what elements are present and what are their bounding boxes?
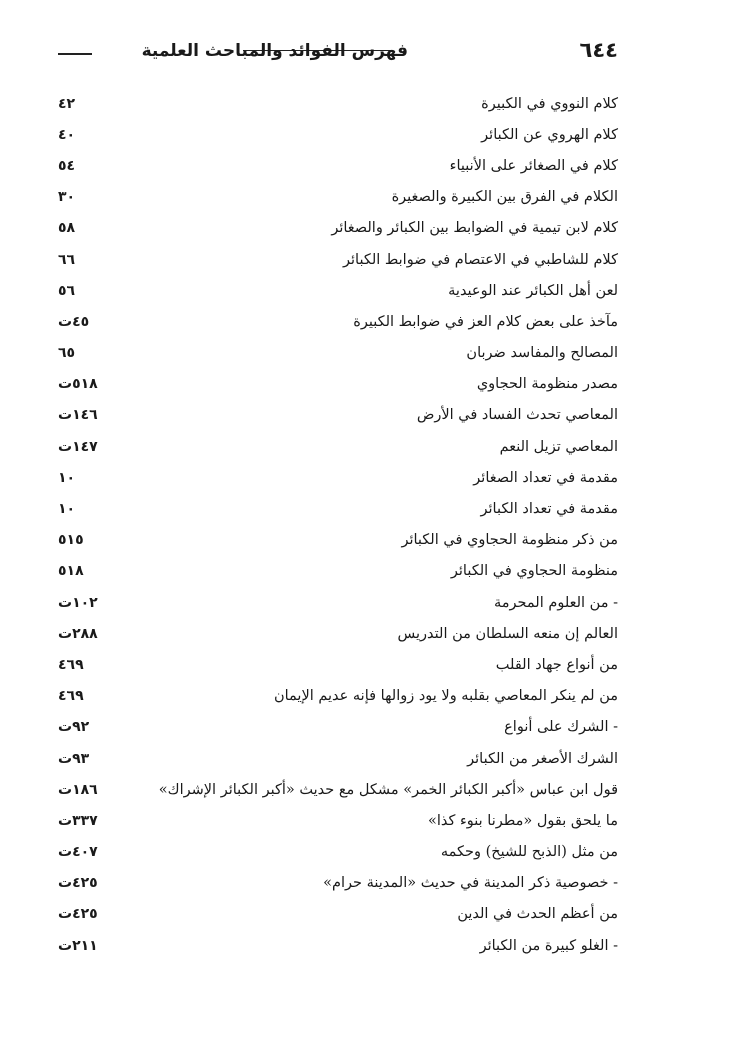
entry-text: كلام لابن تيمية في الضوابط بين الكبائر والصغائر	[331, 220, 618, 237]
index-entry	[58, 618, 618, 649]
entry-page-ref: ٤٠٧ت	[58, 844, 98, 861]
entry-text: الشرك الأصغر من الكبائر	[467, 750, 618, 767]
entry-page-ref: ٥٤	[58, 157, 76, 174]
entry-text: كلام للشاطبي في الاعتصام في ضوابط الكبائر	[342, 251, 618, 268]
entry-page-ref: ٤٦٩	[58, 688, 84, 705]
entry-text: مآخذ على بعض كلام العز في ضوابط الكبيرة	[353, 313, 618, 330]
entry-text: - من العلوم المحرمة	[494, 594, 618, 611]
index-entry	[58, 338, 618, 369]
entry-text: لعن أهل الكبائر عند الوعيدية	[448, 282, 618, 299]
entry-text: قول ابن عباس «أكبر الكبائر الخمر» مشكل مع حديث «أكبر الكبائر الإشراك»	[158, 781, 618, 798]
index-entry	[58, 213, 618, 244]
entry-text: المصالح والمفاسد ضربان	[466, 345, 618, 362]
entry-text: من ذكر منظومة الحجاوي في الكبائر	[401, 532, 618, 549]
entry-page-ref: ٤٦٩	[58, 656, 84, 673]
page-header	[58, 38, 618, 64]
entry-page-ref: ١٠	[58, 501, 76, 518]
entry-page-ref: ٩٢ت	[58, 719, 90, 736]
index-entry	[58, 556, 618, 587]
entry-page-ref: ٤٢٥ت	[58, 875, 98, 892]
index-entry	[58, 182, 618, 213]
entry-text: ما يلحق بقول «مطرنا بنوء كذا»	[427, 812, 618, 829]
entry-page-ref: ٤٠	[58, 126, 76, 143]
entry-page-ref: ٦٦	[58, 251, 76, 268]
entry-page-ref: ٣٠	[58, 189, 76, 206]
index-entry	[58, 150, 618, 181]
index-entry	[58, 743, 618, 774]
entry-text: مصدر منظومة الحجاوي	[476, 376, 618, 393]
entry-page-ref: ١٨٦ت	[58, 781, 98, 798]
index-entry	[58, 369, 618, 400]
entry-text: من مثل (الذبح للشيخ) وحكمه	[440, 844, 618, 861]
index-entry	[58, 88, 618, 119]
entry-text: - الشرك على أنواع	[504, 719, 618, 736]
entry-page-ref: ٤٢	[58, 95, 76, 112]
index-entry	[58, 525, 618, 556]
index-entry	[58, 462, 618, 493]
entry-text: مقدمة في تعداد الصغائر	[473, 469, 618, 486]
index-entry	[58, 493, 618, 524]
entry-page-ref: ٣٣٧ت	[58, 812, 98, 829]
index-entry	[58, 712, 618, 743]
entry-text: العالم إن منعه السلطان من التدريس	[397, 625, 618, 642]
index-entry	[58, 244, 618, 275]
entry-page-ref: ٦٥	[58, 345, 76, 362]
entry-page-ref: ١٤٦ت	[58, 407, 98, 424]
entry-page-ref: ٥١٨	[58, 563, 84, 580]
entry-text: من أنواع جهاد القلب	[495, 656, 618, 673]
index-entry	[58, 805, 618, 836]
entry-page-ref: ٥١٥	[58, 532, 84, 549]
header-rule-end	[58, 53, 92, 55]
entry-text: من أعظم الحدث في الدين	[457, 906, 618, 923]
entry-page-ref: ٥٨	[58, 220, 76, 237]
entry-text: كلام النووي في الكبيرة	[481, 95, 618, 112]
entry-page-ref: ٤٢٥ت	[58, 906, 98, 923]
entry-text: المعاصي تزيل النعم	[499, 438, 618, 455]
entry-text: منظومة الحجاوي في الكبائر	[450, 563, 618, 580]
entry-text: من لم ينكر المعاصي بقلبه ولا يود زوالها فإنه عديم الإيمان	[273, 688, 618, 705]
index-entry	[58, 868, 618, 899]
entry-text: مقدمة في تعداد الكبائر	[480, 501, 618, 518]
entry-text: - الغلو كبيرة من الكبائر	[479, 937, 618, 954]
entry-page-ref: ٢١١ت	[58, 937, 98, 954]
running-title: فهرس الفوائد والمباحث العلمية	[141, 41, 408, 61]
index-entry	[58, 837, 618, 868]
entry-text: كلام الهروي عن الكبائر	[481, 126, 618, 143]
entry-text: كلام في الصغائر على الأنبياء	[449, 157, 618, 174]
entry-page-ref: ١٠٢ت	[58, 594, 98, 611]
entry-text: المعاصي تحدث الفساد في الأرض	[416, 407, 618, 424]
entry-page-ref: ٢٨٨ت	[58, 625, 98, 642]
index-entry	[58, 119, 618, 150]
index-entry	[58, 306, 618, 337]
page-number: ٦٤٤	[579, 38, 618, 62]
index-entry	[58, 681, 618, 712]
index-entry	[58, 400, 618, 431]
entry-text: الكلام في الفرق بين الكبيرة والصغيرة	[391, 189, 618, 206]
entry-page-ref: ٤٥ت	[58, 313, 90, 330]
index-entry	[58, 774, 618, 805]
index-entry	[58, 431, 618, 462]
entry-page-ref: ٥٦	[58, 282, 76, 299]
index-entry	[58, 587, 618, 618]
entry-page-ref: ١٠	[58, 469, 76, 486]
index-entry	[58, 930, 618, 961]
entry-page-ref: ٥١٨ت	[58, 376, 98, 393]
entry-page-ref: ١٤٧ت	[58, 438, 98, 455]
index-entry	[58, 649, 618, 680]
index-entry	[58, 275, 618, 306]
index-entries	[58, 88, 618, 961]
entry-page-ref: ٩٣ت	[58, 750, 90, 767]
index-entry	[58, 899, 618, 930]
entry-text: - خصوصية ذكر المدينة في حديث «المدينة حرام»	[323, 875, 618, 892]
